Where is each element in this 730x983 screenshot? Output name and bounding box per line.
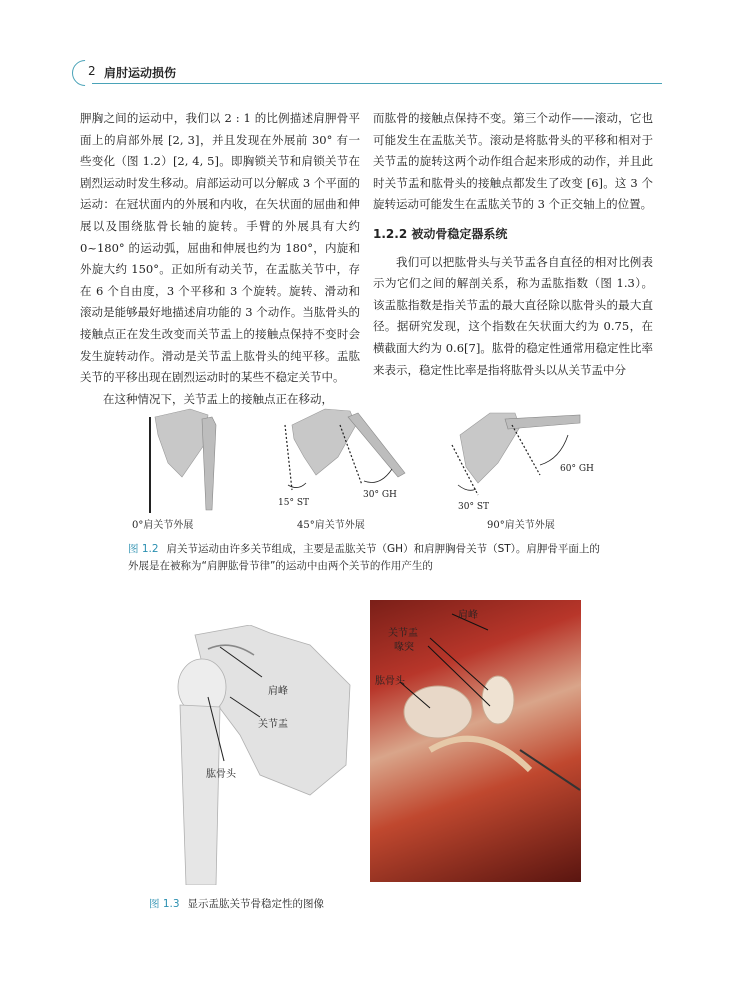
right-paragraph-2: 我们可以把肱骨头与关节盂各自直径的相对比例表示为它们之间的解剖关系，称为盂肱指数（图 1.3）。该盂肱指数是指关节盂的最大直径除以肱骨头的最大直径。据研究发现，这个指数在矢状面大约为 0.75，在横截面大约为 0.6[7]。肱骨的稳定性通常用稳定性比率来表示，稳定性比率是指将肱骨头以从关节盂中分 [373,254,653,377]
figure-1-3-caption [149,896,629,913]
fig12-panel2-gh: 30° GH [363,490,397,500]
left-paragraph-2: 在这种情况下，关节盂上的接触点正在移动， [103,391,333,406]
figure-1-3-bone-model [150,625,360,885]
figure-1-2-illustration [120,405,620,533]
fig13-left-humeral-head-label: 肱骨头 [206,769,236,780]
scapula-panel-90deg [452,413,580,495]
figure-1-2-caption [128,541,608,575]
fig12-panel3-gh: 60° GH [560,464,594,474]
fig13-left-glenoid-label: 关节盂 [258,719,288,730]
fig12-panel1-label: 0°肩关节外展 [132,520,194,531]
scapula-panel-45deg [285,409,405,490]
fig12-panel2-st: 15° ST [278,498,309,508]
fig13-right-coracoid-label: 喙突 [394,642,414,653]
right-column [373,108,653,381]
fig13-right-glenoid-label: 关节盂 [388,628,418,639]
fig12-panel3-label: 90°肩关节外展 [487,520,555,531]
fig13-caption-text: 显示盂肱关节骨稳定性的图像 [187,898,325,910]
fig13-left-acromion-label: 肩峰 [268,686,288,697]
fig12-caption-label: 图 1.2 [128,543,159,555]
fig13-right-humeral-head-label: 肱骨头 [375,676,405,687]
running-title: 肩肘运动损伤 [104,66,177,80]
right-paragraph-1: 而肱骨的接触点保持不变。第三个动作——滚动，它也可能发生在盂肱关节。滚动是将肱骨头的平移和相对于关节盂的旋转这两个动作组合起来形成的动作，并且此时关节盂和肱骨头的接触点都发生了改变 [6]。这 3 个旋转运动可能发生在盂肱关节的 3 个正交轴上的位置。 [373,111,653,212]
left-column [80,108,360,410]
left-paragraph-1: 胛胸之间的运动中，我们以 2 : 1 的比例描述肩胛骨平面上的肩部外展 [2, 3]，并且发现在外展前 30° 有一些变化（图 1.2）[2, 4, 5]。即胸锁关节和肩锁关节在剧烈运动时发生移动。肩部运动可以分解成 3 个平面的运动：在冠状面内的外展和内收，在矢状面的屈曲和伸展以及围绕肱骨长轴的旋转。手臂的外展具有大约 0~180° 的运动弧，屈曲和伸展也约为 180°，内旋和外旋大约 150°。正如所有动关节，在盂肱关节中，存在 6 个自由度，3 个平移和 3 个旋转。旋转、滑动和滚动是能够最好地描述肩功能的 3 个动作。当肱骨头的接触点正在发生改变而关节盂上的接触点保持不变时会发生旋转动作。滑动是关节盂上肱骨头的纯平移。盂肱关节的平移出现在剧烈运动时的某些不稳定关节中。 [80,111,360,385]
header-rule [92,83,662,84]
header-circle-decoration [67,55,104,92]
fig13-caption-label: 图 1.3 [149,898,180,910]
page-number: 2 [88,64,96,78]
fig12-caption-text: 肩关节运动由许多关节组成，主要是盂肱关节（GH）和肩胛胸骨关节（ST）。肩胛骨平面上的外展是在被称为“肩胛肱骨节律”的运动中由两个关节的作用产生的 [128,543,600,572]
page-header [72,60,662,84]
section-heading: 1.2.2 被动骨稳定器系统 [373,226,508,241]
fig13-right-acromion-label: 肩峰 [458,610,478,621]
fig12-panel3-st: 30° ST [458,502,489,512]
scapula-panel-0deg [150,409,216,513]
fig12-panel2-label: 45°肩关节外展 [297,520,365,531]
